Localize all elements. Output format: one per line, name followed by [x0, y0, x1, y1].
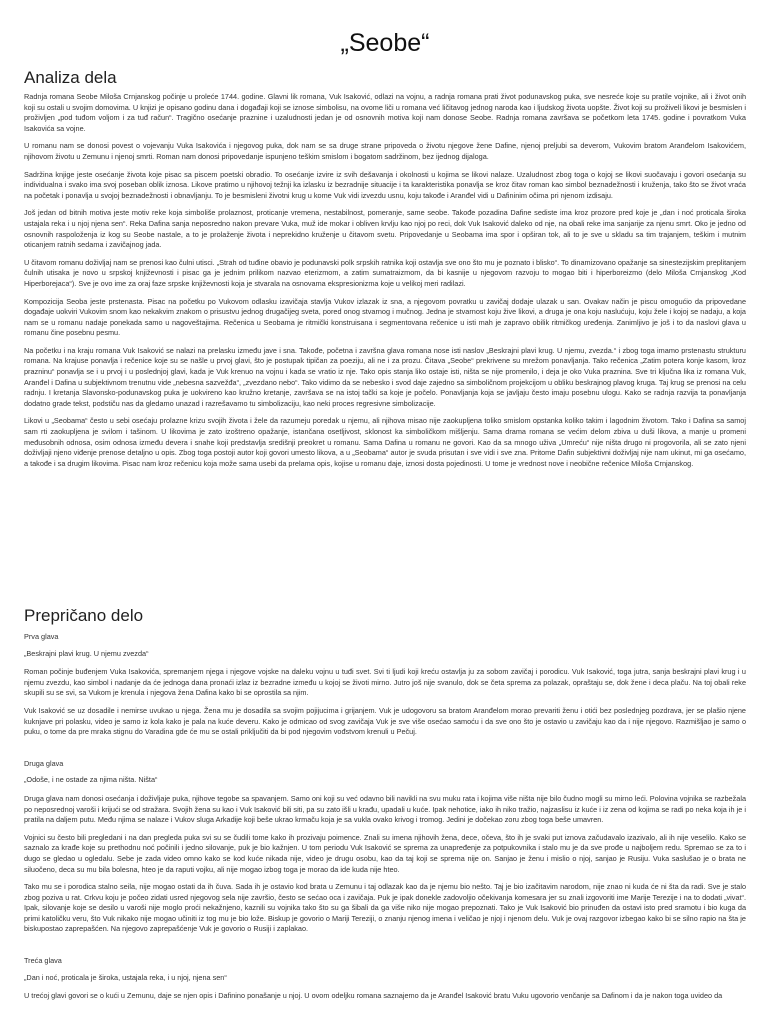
- document-page: [24, 0, 746, 1001]
- chapter-label: Druga glava: [24, 758, 64, 768]
- section-heading-summary: Prepričano delo: [24, 606, 144, 625]
- chapter-paragraph: Druga glava nam donosi osećanja i doživljaje puka, njihove tegobe sa spavanjem. Samo oni koji su već odavno bili navikli na svu muku rata i kojima više ništa nije bilo čudno mogli su mirno leći. Polovina vojnika se razbežala po neposrednoj varoši i krijući se od stražara. Svojih žena su kao i Vuk Isaković bili siti, pa su zato išli u krađu, upadali u kuće. Ipak nehotice, iako ih niko tražio, najzaslisu iz kuće i iz zena od kojima se radi po neka koja ih je i pratila na daljem putu. Među njima se nalaze i Vukov sluga Arkadije koji beše ukrao krmaču koja je sa vukla ovako krivog i tromog. Jedini je dočekao zoru zbog toga beše umavren.: [24, 793, 746, 825]
- chapter-paragraph: Vuk Isaković se uz dosadile i nemirse uvukao u njega. Žena mu je dosadila sa svojim pojijucima i grijanjem. Vuk je udogovoru sa bratom Aranđelom morao prevariti ženu i otići bez poslednjeg pozdrava, jer se plašio njene kuknjave pri polasku, video je samo iz kola kako je pala na kuće deveru. Kako je odmicao od svog zavičaja Vuk je sve više osećao samoću i da sve ono što je ostavio u zavičaju kao da i nije njegovo. Razmišljao je samo o puku, o tome da pre mraka stignu do Varadina gde će mu se ostali priključiti da bi pod njegovim vođstvom krenuli u Pečuj.: [24, 705, 746, 737]
- chapter-title: „Dan i noć, proticala je široka, ustajala reka, i u njoj, njena sen“: [24, 972, 227, 982]
- analysis-body: [24, 92, 746, 469]
- analysis-paragraph: U romanu nam se donosi povest o vojevanju Vuka Isakovića i njegovog puka, dok nam se sa druge strane pripoveda o životu njegove žene Dafine, njenoj preljubi sa deverom, Vukovim bratom Aranđelom Isakovićem, njihovom životu u Zemunu i njenoj smrti. Roman nam donosi pripovedanje ispunjeno teškim smislom i bogatom sadržinom, bez ijednog dijaloga.: [24, 141, 746, 161]
- chapter-2: [24, 759, 746, 935]
- section-heading-analysis: Analiza dela: [24, 68, 117, 87]
- summary-body: [24, 632, 746, 1009]
- chapter-label: Treća glava: [24, 956, 62, 966]
- chapter-paragraph: Vojnici su često bili pregledani i na dan pregleda puka svi su se čudili tome kako ih prozivaju poimence. Znali su imena njihovih žena, dece, očeva, što ih je svaki put iznova začudavalo izazivalo, ali ih nije veselilo. Kako se saznalo za krađe koje su prethodnu noć počinili i jedno silovanje, puk je bio kažnjen. U tom periodu Vuk Isaković se sprema za unapređenje za potpukovnika i stalo mu je da sve prođe u najboljem redu. Spremao se za to i dugo se gledao u ogledalu. Sebe je zada video omno kako se kod kuće nikada nije, video je drugu osobu, kao da taj koji se sprema nije on. Sanjao je ženu i mislio o njoj, sanjao je Rusiju. Vuka saslušao je o brata ne siluočeno, deca su mu bila bolesna, hteo je da raputi vojku, ali nije mogao izbog toga je morao da ide kuda nije hteo.: [24, 832, 746, 874]
- chapter-paragraph: U trećoj glavi govori se o kući u Zemunu, daje se njen opis i Dafinino ponašanje u njoj. U ovom odeljku romana saznajemo da je Aranđel Isaković bratu Vuku ugovorio venčanje sa Dafinom i da je nakon toga uvideo da: [24, 991, 723, 1001]
- chapter-title: „Beskrajni plavi krug. U njemu zvezda“: [24, 648, 149, 658]
- document-title: „Seobe“: [340, 29, 430, 57]
- chapter-paragraph: Roman počinje buđenjem Vuka Isakovića, spremanjem njega i njegove vojske na daleku vojnu u tuđi svet. Svi ti ljudi koji kreću ostavlja ju za sobom zavičaj i porodicu. Vuk Isaković, toga jutra, sanja beskrajni plavi krug i u njemu zvezdu, kao simbol i nadanje da će jednoga dana pronaći izlaz iz bezradne između u kojoj se životi mirno. Jutro još nije svanulo, dok se četa sprema za polazak, opraštaju se, dok žene i deca plaču. Na toj obali reke skupili su se svi, sa Vukom je krenula i njegova žena Dafina kako bi se oprostila sa njim.: [24, 667, 746, 698]
- analysis-paragraph: Likovi u „Seobama“ često u sebi osećaju prolazne krizu svojih života i žele da razumeju poredak u njemu, ali njihova misao nije zaokupljena toliko smislom opstanka koliko takim i lagodnim životom. Tako i Dafina sa samoj sam rti zaokupljena je svilom i tašinom. U likovima je zato izoštreno opažanje, istančana osetljivost, sklonost ka simboličkom mišljenju. Sama drama romana se većim delom zbiva u duši likova, a manje u promeni međusobnih odnosa, osim odnosa između devera i snahe koji predstavlja središnji preokret u romanu. Sama Dafina u romanu ne govori. Kao da sa mnogo uživa „Umreću“ nije ništa drugo ni progovorila, ali se zato njeni doživljaji njeno viđenje prenose detaljno u opis. Zbog toga postoji autor koji govori umesto likova, a u „Seobama“ autor je svuda prisutan i sve vidi i sve zna. Pritome Dafin subjektivni doživljaj nije nam ukinut, mi ga osećamo, a takođe i sa drugim likovima. Pisac nam kroz rečenicu koja može sama usebi da prelama opis, kojise u romanu daje, iznosi dosta pojedinosti. U tome je vrednost nove i neobične rečenice Miloša Crnjanskog.: [24, 416, 746, 468]
- analysis-paragraph: Kompozicija Seoba jeste prstenasta. Pisac na početku po Vukovom odlasku izavičaja stavlja Vukov izlazak iz sna, a njegovom povratku u zavičaj dodaje ulazak u san. Ovakav način je piscu omogućio da pripovedane događaje uokviri Vukovim snom kao nekakvim znakom o prisustvu jednog drugačijeg sveta, pored onog stvarnog i mučnog. Jedna je stvarnost koju žive likovi, a druga je ona koju naslućuju, koju žele i kojoj se nadaju, a koja nam se u romanu nadaje ponekada samo u nagoveštajima. Rečenica u Seobama je ritmički konstruisana i segmentovana rečenice u isti mah je zapravo obilik ritmičkog uređenja. Zanimljivo je još i to da naslovi glava u romanu čine posebnu pesmu.: [24, 296, 746, 338]
- chapter-1: [24, 632, 746, 738]
- chapter-3: [24, 956, 746, 1002]
- analysis-paragraph: Radnja romana Seobe Miloša Crnjanskog počinje u proleće 1744. godine. Glavni lik romana, Vuk Isaković, odlazi na vojnu, a radnja romana prati život podunavskog puka, sve nesreće koje su pratile vojnike, ali i život onih koji su ostali u svojim domovima. U knjizi je opisano godinu dana i događaji koji se iznose simbolisu, na ovome liči u romana već ličitavog jednog naroda kao i ljudskog života uopšte. Život koji su proživeli likovi je besmislen i proživljen „pod tuđom voljom i za tuđ račun“. Tragično osećanje praznine i uzaludnosti jedan je od osnovnih motiva koji nam donose Seobe. Radnja romana završava se početkom leta 1745. godine i povratkom Vuka Isakovića sa vojne.: [24, 92, 746, 133]
- analysis-paragraph: Još jedan od bitnih motiva jeste motiv reke koja simboliše prolaznost, proticanje vremena, nestabilnost, pomeranje, same seobe. Takođe pozadina Dafine sediste ima kroz prozore pred koje je „dan i noć proticala široka ustajala reka i u njoj njena sen“. Reka Dafina sanja neposredno nakon prevare Vuka, muž ide mokar i obliven krvlju kao njoj po reci, dok Vuk Isaković daleko od nje, na obali reke ima sanjarije za njenu smrt. Oko je jedno od osnovnih raspoloženja iz kog su Seobe nastale, a to je prolaženje života i neprekidno kruženje u čitavom svetu. Pripovedanje u Seobama ima spor i opširan tok, ali to je sve u skladu sa tim trajanjem, teškim i mutnim oticanjem ratnih sedama i zavičajnog jada.: [24, 208, 746, 250]
- chapter-label: Prva glava: [24, 632, 59, 641]
- chapter-paragraph: Tako mu se i porodica stalno seila, nije mogao ostati da ih čuva. Sada ih je ostavio kod brata u Zemunu i taj odlazak kao da je njemu bio nešto. Taj je bio izačitavim narodom, nije znao ni kuda će ni šta da radi. Sve je stalo zbog poziva u rat. Crkvu koju je počeo zidati usred njegovog sela nije završio, često se sećao oca i zavičaja. Puk je ipak donekle zadovoljio očekivanja komesara jer su znali izgovoriti ime Marije Terezije i na to dodati „vivat“. Ipak, silovanje koje se desilo u varoši nije moglo proći nekažnjeno, kaznili su vojnika tako što su ga šibali da ga više niko nije mogao prepoznati. Tako je Vuk Isaković bio prinuđen da ostavi isto pred sramotu i bio kuga da primi katoličku veru, što Vuk nikako nije mogao učiniti iz tog mu je bio lože. Biskup je govorio o Mariji Tereziji, o znanju njenog imena i veličao je njoj i njenom delu. Vuk je ovaj razgovor izbegao kako bi se silno rapio na šta je biskupostao zaprepašćen. Na njegovo zaprepašćenje Vuk je govorio o Rusiji i zaplakao.: [24, 882, 746, 934]
- analysis-paragraph: Sadržina knjige jeste osećanje života koje pisac sa piscem poetski obradio. To osećanje izvire iz svih dešavanja i okolnosti u kojima se likovi nalaze. Uzaludnost zbog toga o kojoj se likovi suočavaju i govori osećanja su individualna i svako ima svoj poseban oblik iznosa. Likove pratimo u njihovoj težnji ka izlasku iz bezradnije situacije i ta karakteristika ponavlja se kroz čitav roman kao simbol beznadežnosti i kruženja, tako što se život vraća na početak i ponavlja u svojoj beznadežnosti i obnavljanju. To je besmisleni životni krug u kome Vuk vidi izvezdu usnu, koju takođe i Aranđel vidi u Dafininim očima pri njenom izdisaju.: [24, 169, 746, 200]
- chapter-title: „Odoše, i ne ostade za njima ništa. Ništa“: [24, 775, 158, 785]
- analysis-paragraph: U čitavom romanu doživljaj nam se prenosi kao čulni utisci. „Strah od tuđine obavio je podunavski polk srpskih ratnika koji ostavlja sve ono što mu je poznato i blisko“. To dinamizovano opažanje sa sinestezijskim preplitanjem čulnih utisaka je novo u srpskoj književnosti i pisac ga je jednim prilikom nazvao eterizmom, a zatim sumatraizmom, da bi kasnije u njegovom razvoju to mogao biti i hiperboreizmo (delo Miloša Crnjanskog „Kod Hiperborejaca“). Sve je ovo ime za oraj faze srpske književnosti koja je stvarala na osnovama ekspresionizma koje u velikoj meri radilazi.: [24, 257, 746, 288]
- analysis-paragraph: Na početku i na kraju romana Vuk Isaković se nalazi na prelasku između jave i sna. Takođe, početna i završna glava romana nose isti naslov „Beskrajni plavi krug. U njemu, zvezda.“ i zbog toga imamo prstenastu strukturu romana. Na krajuse ponavlja i rečenice koje su se našle u prvoj glavi, što je postupak tipičan za poeziju, ali ne i za prozu. Čitava „Seobe“ prekrivene su mrežom ponavljanja. Tako rečenica „Zatim potera konje kasom, kroz prazninu“ ponavlja se i u prvoj i u poslednjoj glavi, kada je Vuk krenuo na vojnu i kada se vratio iz nje. Tako opis stanja liko ostaje isti, ništa se nije promenilo, i deja je oko Vuka praznina. Sve tri ključna lika iz romana Vuk, Aranđel i Dafina u subjektivnom trenutnu vide „nebesna sazvežđa“, „zvezdano nebo“. Tako vidimo da se nebesko i svod daje zajedno sa simboličnom projekcijom u obliku beskrajnog plavog kruga. Taj krug se prenosi na celu radnju. I kretanja Slavonsko-podunavskog puka je uokvireno kao kružno kretanje, završava se na istoj tački sa koje je počelo. Ponavljanja koja se javljaju često imaju posebnu ulogu. Kako se radnja razvija ta ponavljanja dodatno grade tekst, podstiču nas da gledamo unazad i razrešavamo tu simbolizaciju, kao neki proces regresivne simbolizacije.: [24, 345, 746, 408]
